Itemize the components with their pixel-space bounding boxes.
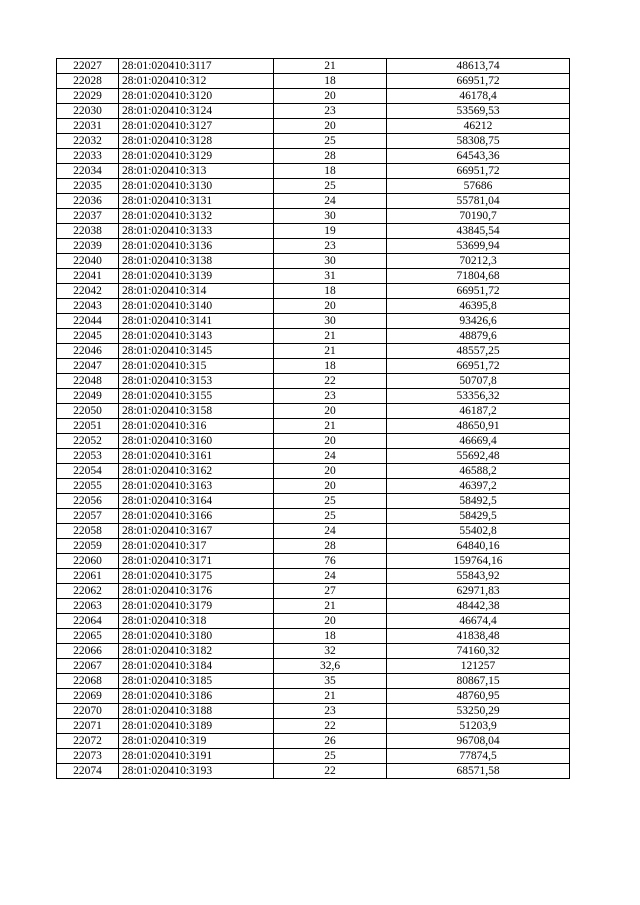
row-number-cell: 22047 — [57, 359, 119, 374]
area-cell: 20 — [274, 464, 387, 479]
table-row — [57, 434, 570, 449]
row-number-cell: 22055 — [57, 479, 119, 494]
row-number-cell: 22028 — [57, 74, 119, 89]
value-cell: 53699,94 — [387, 239, 570, 254]
table-row — [57, 389, 570, 404]
area-cell: 25 — [274, 179, 387, 194]
table-row — [57, 584, 570, 599]
row-number-cell: 22046 — [57, 344, 119, 359]
value-cell: 51203,9 — [387, 719, 570, 734]
value-cell: 55692,48 — [387, 449, 570, 464]
cadastral-number-cell: 28:01:020410:3162 — [119, 464, 274, 479]
row-number-cell: 22033 — [57, 149, 119, 164]
cadastral-number-cell: 28:01:020410:3155 — [119, 389, 274, 404]
cadastral-number-cell: 28:01:020410:315 — [119, 359, 274, 374]
cadastral-number-cell: 28:01:020410:3143 — [119, 329, 274, 344]
area-cell: 30 — [274, 209, 387, 224]
table-row — [57, 239, 570, 254]
cadastral-number-cell: 28:01:020410:3188 — [119, 704, 274, 719]
row-number-cell: 22048 — [57, 374, 119, 389]
row-number-cell: 22056 — [57, 494, 119, 509]
cadastral-number-cell: 28:01:020410:3191 — [119, 749, 274, 764]
area-cell: 76 — [274, 554, 387, 569]
row-number-cell: 22074 — [57, 764, 119, 779]
table-row — [57, 449, 570, 464]
cadastral-number-cell: 28:01:020410:3127 — [119, 119, 274, 134]
value-cell: 70190,7 — [387, 209, 570, 224]
row-number-cell: 22049 — [57, 389, 119, 404]
row-number-cell: 22041 — [57, 269, 119, 284]
table-row — [57, 269, 570, 284]
cadastral-number-cell: 28:01:020410:3117 — [119, 59, 274, 74]
cadastral-number-cell: 28:01:020410:3133 — [119, 224, 274, 239]
value-cell: 55843,92 — [387, 569, 570, 584]
table-row — [57, 194, 570, 209]
value-cell: 53250,29 — [387, 704, 570, 719]
cadastral-number-cell: 28:01:020410:3182 — [119, 644, 274, 659]
value-cell: 121257 — [387, 659, 570, 674]
area-cell: 23 — [274, 704, 387, 719]
table-row — [57, 149, 570, 164]
area-cell: 21 — [274, 689, 387, 704]
value-cell: 43845,54 — [387, 224, 570, 239]
row-number-cell: 22034 — [57, 164, 119, 179]
area-cell: 21 — [274, 419, 387, 434]
value-cell: 66951,72 — [387, 284, 570, 299]
area-cell: 25 — [274, 494, 387, 509]
cadastral-number-cell: 28:01:020410:3139 — [119, 269, 274, 284]
area-cell: 24 — [274, 524, 387, 539]
cadastral-number-cell: 28:01:020410:312 — [119, 74, 274, 89]
row-number-cell: 22053 — [57, 449, 119, 464]
area-cell: 22 — [274, 374, 387, 389]
value-cell: 46187,2 — [387, 404, 570, 419]
area-cell: 18 — [274, 284, 387, 299]
value-cell: 46212 — [387, 119, 570, 134]
cadastral-number-cell: 28:01:020410:3176 — [119, 584, 274, 599]
cadastral-number-cell: 28:01:020410:3166 — [119, 509, 274, 524]
value-cell: 48613,74 — [387, 59, 570, 74]
cadastral-number-cell: 28:01:020410:3184 — [119, 659, 274, 674]
area-cell: 20 — [274, 119, 387, 134]
area-cell: 28 — [274, 539, 387, 554]
area-cell: 20 — [274, 404, 387, 419]
area-cell: 30 — [274, 314, 387, 329]
table-row — [57, 179, 570, 194]
area-cell: 23 — [274, 389, 387, 404]
table-row — [57, 554, 570, 569]
value-cell: 46178,4 — [387, 89, 570, 104]
table-row — [57, 344, 570, 359]
area-cell: 20 — [274, 299, 387, 314]
area-cell: 18 — [274, 74, 387, 89]
value-cell: 96708,04 — [387, 734, 570, 749]
value-cell: 58308,75 — [387, 134, 570, 149]
row-number-cell: 22029 — [57, 89, 119, 104]
row-number-cell: 22050 — [57, 404, 119, 419]
table-row — [57, 734, 570, 749]
table-row — [57, 404, 570, 419]
area-cell: 21 — [274, 344, 387, 359]
row-number-cell: 22073 — [57, 749, 119, 764]
cadastral-number-cell: 28:01:020410:313 — [119, 164, 274, 179]
table-row — [57, 224, 570, 239]
area-cell: 23 — [274, 239, 387, 254]
table-row — [57, 494, 570, 509]
area-cell: 21 — [274, 59, 387, 74]
row-number-cell: 22060 — [57, 554, 119, 569]
row-number-cell: 22069 — [57, 689, 119, 704]
cadastral-number-cell: 28:01:020410:3164 — [119, 494, 274, 509]
cadastral-number-cell: 28:01:020410:3153 — [119, 374, 274, 389]
value-cell: 159764,16 — [387, 554, 570, 569]
table-row — [57, 464, 570, 479]
row-number-cell: 22061 — [57, 569, 119, 584]
table-row — [57, 659, 570, 674]
table-row — [57, 359, 570, 374]
table-row — [57, 599, 570, 614]
table-row — [57, 74, 570, 89]
value-cell: 46588,2 — [387, 464, 570, 479]
value-cell: 80867,15 — [387, 674, 570, 689]
cadastral-number-cell: 28:01:020410:319 — [119, 734, 274, 749]
area-cell: 25 — [274, 509, 387, 524]
row-number-cell: 22032 — [57, 134, 119, 149]
value-cell: 68571,58 — [387, 764, 570, 779]
value-cell: 46397,2 — [387, 479, 570, 494]
row-number-cell: 22037 — [57, 209, 119, 224]
cadastral-number-cell: 28:01:020410:3163 — [119, 479, 274, 494]
row-number-cell: 22036 — [57, 194, 119, 209]
table-row — [57, 254, 570, 269]
area-cell: 21 — [274, 329, 387, 344]
cadastral-number-cell: 28:01:020410:316 — [119, 419, 274, 434]
cadastral-number-cell: 28:01:020410:3130 — [119, 179, 274, 194]
value-cell: 66951,72 — [387, 359, 570, 374]
cadastral-number-cell: 28:01:020410:318 — [119, 614, 274, 629]
area-cell: 20 — [274, 614, 387, 629]
value-cell: 57686 — [387, 179, 570, 194]
table-row — [57, 104, 570, 119]
row-number-cell: 22072 — [57, 734, 119, 749]
area-cell: 22 — [274, 719, 387, 734]
value-cell: 55781,04 — [387, 194, 570, 209]
value-cell: 70212,3 — [387, 254, 570, 269]
cadastral-number-cell: 28:01:020410:3140 — [119, 299, 274, 314]
table-row — [57, 299, 570, 314]
table-row — [57, 689, 570, 704]
area-cell: 25 — [274, 749, 387, 764]
row-number-cell: 22068 — [57, 674, 119, 689]
area-cell: 28 — [274, 149, 387, 164]
area-cell: 22 — [274, 764, 387, 779]
area-cell: 23 — [274, 104, 387, 119]
value-cell: 58429,5 — [387, 509, 570, 524]
row-number-cell: 22054 — [57, 464, 119, 479]
value-cell: 48442,38 — [387, 599, 570, 614]
table-row — [57, 479, 570, 494]
table-row — [57, 569, 570, 584]
row-number-cell: 22040 — [57, 254, 119, 269]
cadastral-number-cell: 28:01:020410:3193 — [119, 764, 274, 779]
table-row — [57, 764, 570, 779]
value-cell: 58492,5 — [387, 494, 570, 509]
table-row — [57, 374, 570, 389]
row-number-cell: 22031 — [57, 119, 119, 134]
row-number-cell: 22071 — [57, 719, 119, 734]
table-row — [57, 674, 570, 689]
cadastral-number-cell: 28:01:020410:3138 — [119, 254, 274, 269]
area-cell: 19 — [274, 224, 387, 239]
value-cell: 53569,53 — [387, 104, 570, 119]
cadastral-number-cell: 28:01:020410:3120 — [119, 89, 274, 104]
value-cell: 74160,32 — [387, 644, 570, 659]
table-row — [57, 644, 570, 659]
cadastral-number-cell: 28:01:020410:314 — [119, 284, 274, 299]
row-number-cell: 22043 — [57, 299, 119, 314]
row-number-cell: 22030 — [57, 104, 119, 119]
table-row — [57, 629, 570, 644]
area-cell: 26 — [274, 734, 387, 749]
value-cell: 48760,95 — [387, 689, 570, 704]
row-number-cell: 22070 — [57, 704, 119, 719]
area-cell: 32,6 — [274, 659, 387, 674]
value-cell: 48557,25 — [387, 344, 570, 359]
cadastral-number-cell: 28:01:020410:317 — [119, 539, 274, 554]
area-cell: 21 — [274, 599, 387, 614]
row-number-cell: 22065 — [57, 629, 119, 644]
area-cell: 20 — [274, 434, 387, 449]
area-cell: 20 — [274, 479, 387, 494]
row-number-cell: 22064 — [57, 614, 119, 629]
table-row — [57, 284, 570, 299]
cadastral-number-cell: 28:01:020410:3185 — [119, 674, 274, 689]
value-cell: 55402,8 — [387, 524, 570, 539]
area-cell: 18 — [274, 359, 387, 374]
value-cell: 93426,6 — [387, 314, 570, 329]
value-cell: 64840,16 — [387, 539, 570, 554]
value-cell: 46674,4 — [387, 614, 570, 629]
table-row — [57, 314, 570, 329]
table-row — [57, 164, 570, 179]
row-number-cell: 22039 — [57, 239, 119, 254]
cadastral-number-cell: 28:01:020410:3189 — [119, 719, 274, 734]
row-number-cell: 22027 — [57, 59, 119, 74]
table-row — [57, 59, 570, 74]
table-row — [57, 539, 570, 554]
cadastral-number-cell: 28:01:020410:3129 — [119, 149, 274, 164]
value-cell: 46395,8 — [387, 299, 570, 314]
row-number-cell: 22062 — [57, 584, 119, 599]
row-number-cell: 22066 — [57, 644, 119, 659]
table-row — [57, 704, 570, 719]
table-row — [57, 509, 570, 524]
value-cell: 64543,36 — [387, 149, 570, 164]
row-number-cell: 22063 — [57, 599, 119, 614]
row-number-cell: 22045 — [57, 329, 119, 344]
area-cell: 24 — [274, 569, 387, 584]
area-cell: 35 — [274, 674, 387, 689]
table-row — [57, 134, 570, 149]
cadastral-number-cell: 28:01:020410:3171 — [119, 554, 274, 569]
row-number-cell: 22042 — [57, 284, 119, 299]
cadastral-number-cell: 28:01:020410:3160 — [119, 434, 274, 449]
row-number-cell: 22058 — [57, 524, 119, 539]
table-row — [57, 209, 570, 224]
value-cell: 66951,72 — [387, 74, 570, 89]
cadastral-number-cell: 28:01:020410:3145 — [119, 344, 274, 359]
area-cell: 18 — [274, 629, 387, 644]
table-row — [57, 419, 570, 434]
cadastral-number-cell: 28:01:020410:3167 — [119, 524, 274, 539]
table-row — [57, 614, 570, 629]
area-cell: 24 — [274, 194, 387, 209]
cadastral-number-cell: 28:01:020410:3175 — [119, 569, 274, 584]
value-cell: 46669,4 — [387, 434, 570, 449]
area-cell: 18 — [274, 164, 387, 179]
value-cell: 48879,6 — [387, 329, 570, 344]
area-cell: 25 — [274, 134, 387, 149]
parcel-table — [56, 58, 570, 779]
cadastral-number-cell: 28:01:020410:3128 — [119, 134, 274, 149]
table-row — [57, 329, 570, 344]
row-number-cell: 22051 — [57, 419, 119, 434]
cadastral-number-cell: 28:01:020410:3186 — [119, 689, 274, 704]
cadastral-number-cell: 28:01:020410:3136 — [119, 239, 274, 254]
table-row — [57, 719, 570, 734]
area-cell: 24 — [274, 449, 387, 464]
value-cell: 66951,72 — [387, 164, 570, 179]
value-cell: 77874,5 — [387, 749, 570, 764]
area-cell: 27 — [274, 584, 387, 599]
value-cell: 50707,8 — [387, 374, 570, 389]
row-number-cell: 22052 — [57, 434, 119, 449]
area-cell: 32 — [274, 644, 387, 659]
cadastral-number-cell: 28:01:020410:3141 — [119, 314, 274, 329]
table-row — [57, 89, 570, 104]
table-row — [57, 119, 570, 134]
cadastral-number-cell: 28:01:020410:3124 — [119, 104, 274, 119]
value-cell: 53356,32 — [387, 389, 570, 404]
parcel-table-body — [57, 59, 570, 779]
row-number-cell: 22044 — [57, 314, 119, 329]
cadastral-number-cell: 28:01:020410:3179 — [119, 599, 274, 614]
cadastral-number-cell: 28:01:020410:3131 — [119, 194, 274, 209]
row-number-cell: 22059 — [57, 539, 119, 554]
value-cell: 48650,91 — [387, 419, 570, 434]
row-number-cell: 22067 — [57, 659, 119, 674]
cadastral-number-cell: 28:01:020410:3180 — [119, 629, 274, 644]
area-cell: 30 — [274, 254, 387, 269]
value-cell: 71804,68 — [387, 269, 570, 284]
value-cell: 41838,48 — [387, 629, 570, 644]
row-number-cell: 22038 — [57, 224, 119, 239]
row-number-cell: 22057 — [57, 509, 119, 524]
area-cell: 20 — [274, 89, 387, 104]
area-cell: 31 — [274, 269, 387, 284]
cadastral-number-cell: 28:01:020410:3161 — [119, 449, 274, 464]
cadastral-number-cell: 28:01:020410:3132 — [119, 209, 274, 224]
value-cell: 62971,83 — [387, 584, 570, 599]
cadastral-number-cell: 28:01:020410:3158 — [119, 404, 274, 419]
row-number-cell: 22035 — [57, 179, 119, 194]
table-row — [57, 524, 570, 539]
table-row — [57, 749, 570, 764]
